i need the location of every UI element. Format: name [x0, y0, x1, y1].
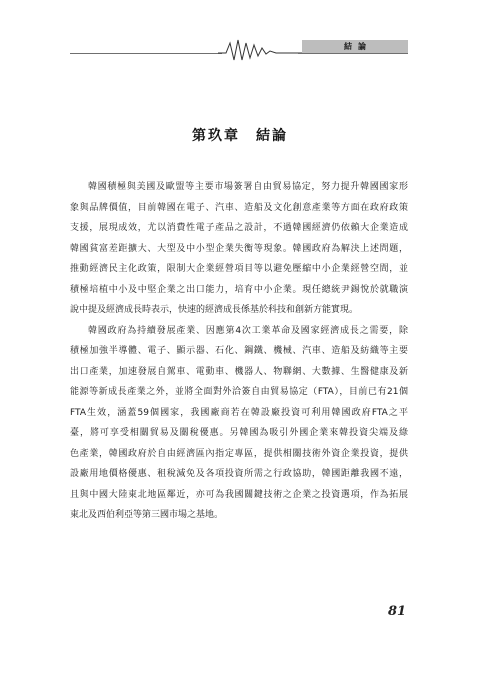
- section-label: 結論: [344, 42, 372, 51]
- paragraph-line: 出口產業，加速發展自駕車、電動車、機器人、物聯網、大數據、生醫健康及新: [70, 366, 408, 377]
- zigzag-pulse-icon: [218, 36, 302, 62]
- paragraph: [70, 321, 408, 526]
- paragraph: [70, 177, 408, 321]
- paragraph-line: 且與中國大陸東北地區鄰近，亦可為我國關鍵技術之企業之投資選項，作為拓展: [70, 489, 408, 500]
- header-rule-left: [70, 53, 222, 54]
- paragraph-line: 設廠用地價格優惠、租稅減免及各項投資所需之行政協助，韓國距離我國不遠，: [70, 469, 408, 479]
- paragraph-line: 說中提及經濟成長時表示，快速的經濟成長係基於科技和創新方能實現。: [70, 305, 359, 315]
- paragraph-line: 能源等新成長產業之外，並將全面對外洽簽自由貿易協定（FTA），目前已有21個: [70, 387, 408, 397]
- paragraph-line: 東北及西伯利亞等第三國市場之基地。: [70, 510, 224, 520]
- header-rule-right: [298, 53, 408, 54]
- paragraph-line: 象與品牌價值，目前韓國在電子、汽車、造船及文化創意產業等方面在政府政策: [70, 202, 408, 213]
- paragraph-line: 色產業，韓國政府於自由經濟區內指定專區，提供相關技術外資企業投資，提供: [70, 448, 408, 459]
- page-number: 81: [388, 604, 407, 619]
- paragraph-line: 臺，將可享受相關貿易及關稅優惠。另韓國為吸引外國企業來韓投資尖端及綠: [70, 428, 408, 438]
- body-text: [70, 177, 408, 526]
- paragraph-line: FTA生效，涵蓋59個國家，我國廠商若在韓設廠投資可利用韓國政府FTA之平: [70, 407, 408, 418]
- paragraph-line: 韓國貧富差距擴大、大型及中小型企業失衡等現象。韓國政府為解決上述問題，: [70, 243, 408, 254]
- chapter-title: 第玖章 結論: [192, 128, 288, 144]
- paragraph-line: 推動經濟民主化政策，限制大企業經營項目等以避免壓縮中小企業經營空間，並: [70, 264, 408, 274]
- paragraph-line: 韓國政府為持續發展產業、因應第4次工業革命及國家經濟成長之需要，除: [88, 325, 408, 336]
- paragraph-line: 積極培植中小及中堅企業之出口能力，培育中小企業。現任總統尹錫悅於就職演: [70, 284, 408, 295]
- paragraph-line: 支援，展現成效，尤以消費性電子產品之設計，不過韓國經濟仍依賴大企業造成: [70, 223, 408, 233]
- paragraph-line: 積極加強半導體、電子、顯示器、石化、鋼鐵、機械、汽車、造船及紡織等主要: [70, 346, 408, 356]
- paragraph-line: 韓國積極與美國及歐盟等主要市場簽署自由貿易協定，努力提升韓國國家形: [88, 182, 408, 192]
- section-tab: [302, 40, 408, 53]
